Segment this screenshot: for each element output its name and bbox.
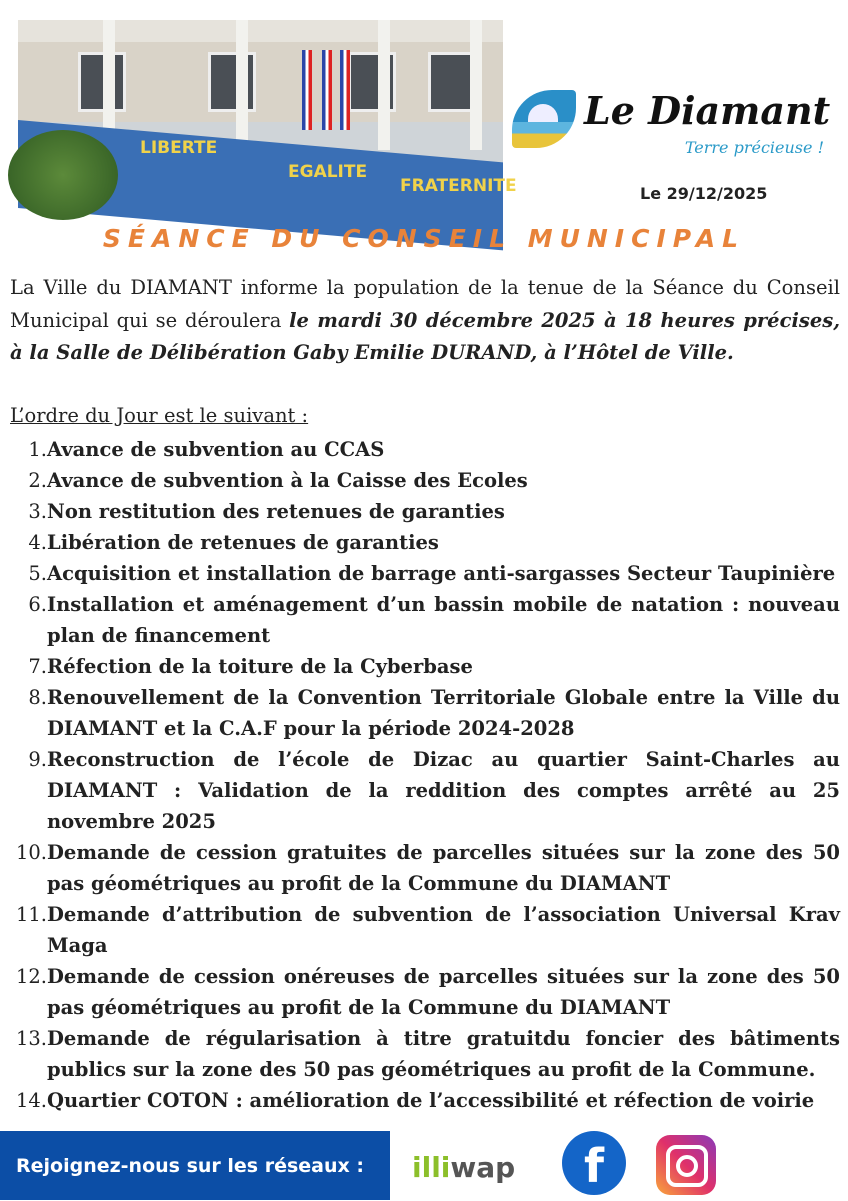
agenda-item-text: Réfection de la toiture de la Cyberbase [47,655,473,678]
agenda-item-number: 4. [28,531,47,554]
agenda-item [10,1085,840,1116]
photo-word: FRATERNITE [400,176,517,196]
town-hall-photo [18,20,517,208]
agenda-item [10,651,840,682]
agenda-item-number: 12. [15,965,47,988]
agenda-item-text: Renouvellement de la Convention Territoriale Globale entre la Ville du DIAMANT et la C.A.F pour la période 2024-2028 [47,686,840,740]
agenda-item-number: 10. [15,841,47,864]
agenda-item [10,744,840,837]
agenda-item-number: 1. [28,438,47,461]
agenda-item-number: 8. [28,686,47,709]
le-diamant-logo [512,88,832,168]
agenda-item-text: Reconstruction de l’école de Dizac au quartier Saint-Charles au DIAMANT : Validation de la reddition des comptes arrêté au 25 novembre 2025 [47,748,840,833]
agenda-item-number: 9. [28,748,47,771]
illiwap-link[interactable] [412,1151,515,1184]
agenda-item [10,589,840,651]
agenda-item-text: Avance de subvention au CCAS [47,438,385,461]
logo-mark-icon [512,90,576,148]
footer [0,1131,848,1200]
agenda-item-number: 11. [15,903,47,926]
agenda-item [10,527,840,558]
intro-emphasis: le mardi 30 décembre 2025 à 18 heures précises, à la Salle de Délibération Gaby Emilie DURAND, à l’Hôtel de Ville. [10,308,841,364]
facebook-icon[interactable]: f [562,1131,626,1195]
agenda-item [10,961,840,1023]
agenda-item-text: Demande d’attribution de subvention de l’association Universal Krav Maga [47,903,840,957]
agenda-item-text: Libération de retenues de garanties [47,531,439,554]
agenda-item-text: Installation et aménagement d’un bassin mobile de natation : nouveau plan de financement [47,593,840,647]
photo-word: EGALITE [288,162,368,182]
flag [302,50,312,130]
agenda-item [10,434,840,465]
agenda-item [10,837,840,899]
agenda-item-number: 6. [28,593,47,616]
logo-name: Le Diamant [584,88,831,133]
document-date: Le 29/12/2025 [640,184,768,203]
footer-label: Rejoignez-nous sur les réseaux : [0,1131,390,1200]
intro-text: La Ville du DIAMANT informe la population de la tenue de la Séance du Conseil Municipal qui se déroulera [10,276,840,332]
agenda-item-number: 7. [28,655,47,678]
agenda-item-number: 3. [28,500,47,523]
agenda-item [10,496,840,527]
agenda-item-number: 5. [28,562,47,585]
agenda-item [10,682,840,744]
agenda-item-text: Demande de cession gratuites de parcelles situées sur la zone des 50 pas géométriques au profit de la Commune du DIAMANT [47,841,840,895]
agenda-item-number: 13. [15,1027,47,1050]
agenda-item-number: 2. [28,469,47,492]
flag [340,50,350,130]
agenda-list [10,434,840,1116]
agenda-item-text: Non restitution des retenues de garanties [47,500,505,523]
illiwap-text-a: illi [412,1151,451,1184]
agenda-item [10,899,840,961]
illiwap-text-b: wap [450,1151,516,1184]
agenda-item-text: Demande de régularisation à titre gratuitdu foncier des bâtiments publics sur la zone des 50 pas géométriques au profit de la Commune. [47,1027,840,1081]
agenda-item-text: Avance de subvention à la Caisse des Ecoles [47,469,528,492]
logo-tagline: Terre précieuse ! [684,138,824,157]
agenda-item [10,465,840,496]
instagram-icon[interactable] [656,1135,716,1195]
agenda-item-text: Acquisition et installation de barrage anti-sargasses Secteur Taupinière [47,562,836,585]
agenda-item [10,558,840,589]
agenda-item-text: Quartier COTON : amélioration de l’accessibilité et réfection de voirie [47,1089,815,1112]
agenda-item [10,1023,840,1085]
photo-word: LIBERTE [140,138,218,158]
page-title: SÉANCE DU CONSEIL MUNICIPAL [102,224,746,253]
intro-paragraph [10,272,840,370]
agenda-heading: L’ordre du Jour est le suivant : [10,404,309,427]
agenda-item-text: Demande de cession onéreuses de parcelles situées sur la zone des 50 pas géométriques au profit de la Commune du DIAMANT [47,965,840,1019]
flag [322,50,332,130]
agenda-item-number: 14. [15,1089,47,1112]
